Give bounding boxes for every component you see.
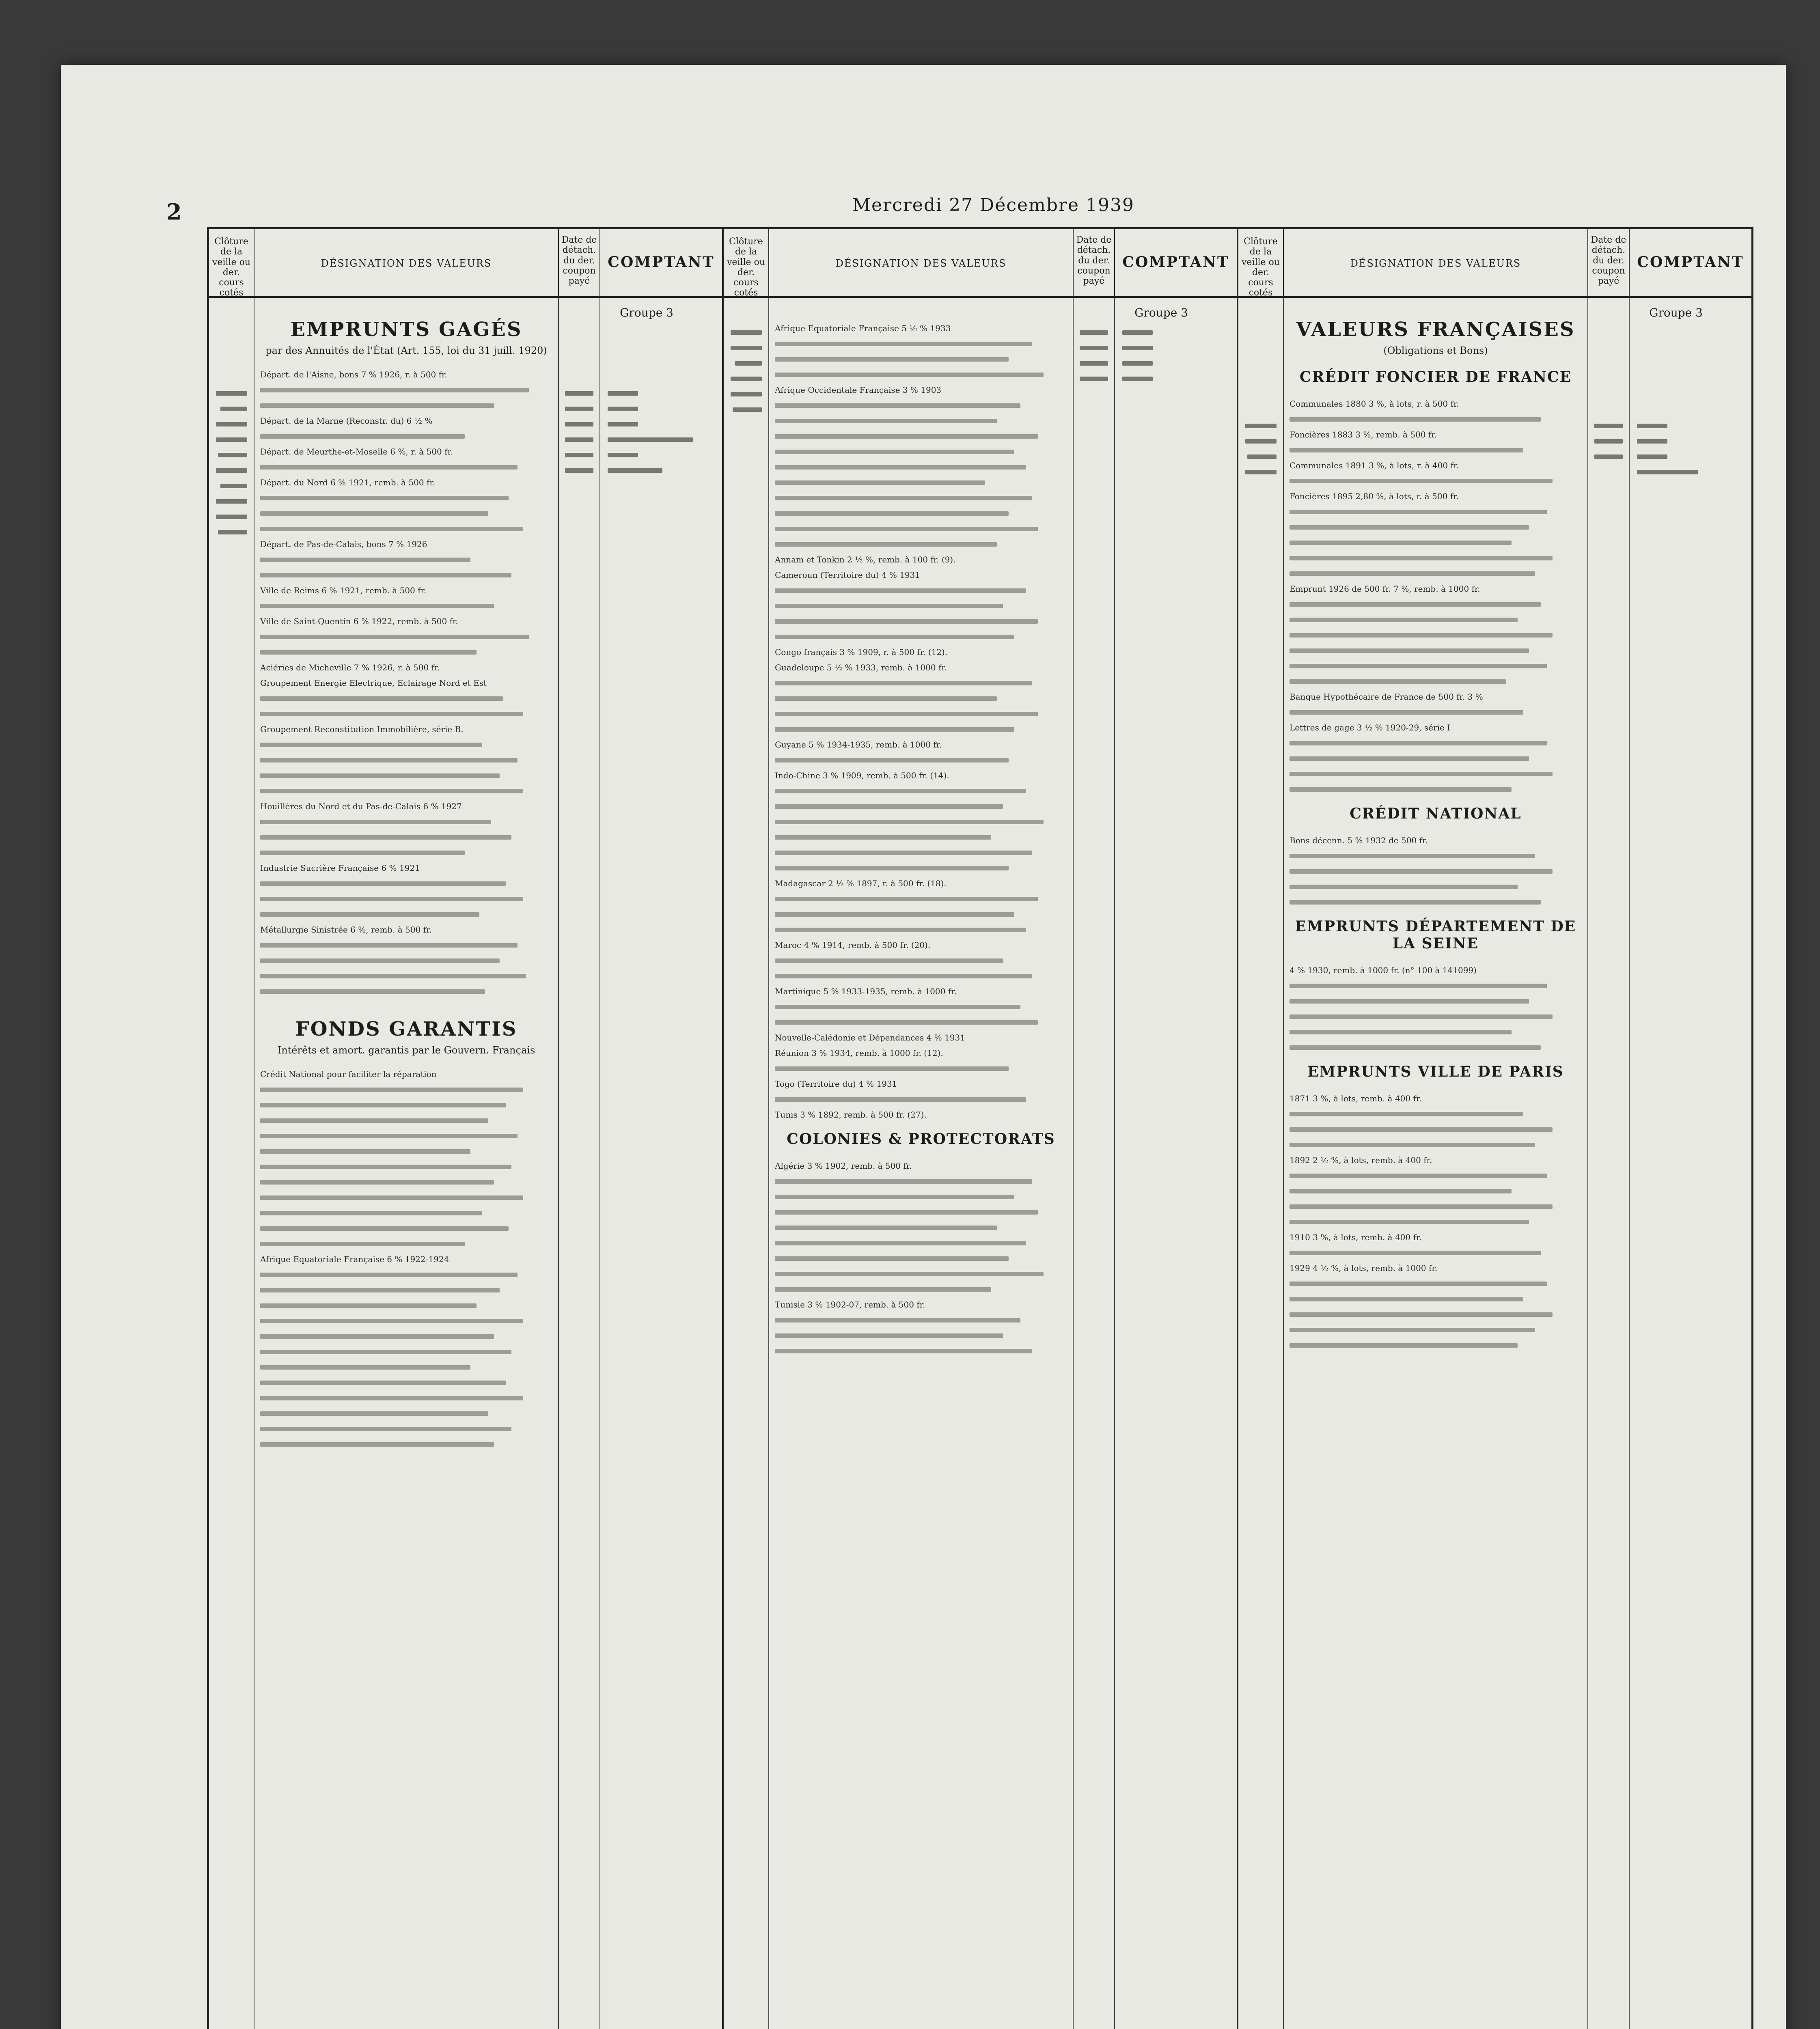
column-header (724, 229, 1237, 298)
column-header (1238, 229, 1751, 298)
date-detach-header: Date de détach. du der. coupon payé (1588, 229, 1630, 296)
date-detach-header: Date de détach. du der. coupon payé (1074, 229, 1115, 296)
comptant-header: COMPTANT (1637, 254, 1744, 271)
list-item: Algérie 3 % 1902, remb. à 500 fr. (775, 1161, 912, 1171)
column-body (724, 298, 1237, 2029)
comptant-cells (1115, 298, 1237, 2029)
comptant-header: COMPTANT (1122, 254, 1229, 271)
list-item: Afrique Equatoriale Française 6 % 1922-1924 (260, 1254, 449, 1264)
list-item: Réunion 3 % 1934, remb. à 1000 fr. (12). (775, 1048, 943, 1058)
cloture-header: Clôture de la veille ou der. cours cotés (1238, 229, 1284, 296)
list-item: Aciéries de Micheville 7 % 1926, r. à 500 fr. (260, 663, 440, 672)
section-title: FONDS GARANTIS (295, 1018, 518, 1040)
list-item: Guyane 5 % 1934-1935, remb. à 1000 fr. (775, 740, 942, 750)
section-subtitle: par des Annuités de l'État (Art. 155, loi du 31 juill. 1920) (265, 345, 547, 356)
designation-cells (769, 298, 1074, 2029)
group-label: Groupe 3 (1134, 306, 1188, 319)
list-item: Crédit National pour faciliter la réparation (260, 1069, 437, 1079)
list-item: Bons décenn. 5 % 1932 de 500 fr. (1290, 836, 1428, 845)
list-item: Martinique 5 % 1933-1935, remb. à 1000 fr. (775, 986, 957, 996)
table-column-1 (209, 229, 724, 2029)
list-item: Nouvelle-Calédonie et Dépendances 4 % 1931 (775, 1033, 965, 1043)
section-title: EMPRUNTS VILLE DE PARIS (1307, 1063, 1564, 1080)
list-item: Maroc 4 % 1914, remb. à 500 fr. (20). (775, 940, 931, 950)
list-item: Métallurgie Sinistrée 6 %, remb. à 500 fr. (260, 925, 432, 935)
list-item: Ville de Reims 6 % 1921, remb. à 500 fr. (260, 586, 427, 595)
column-body (1238, 298, 1751, 2029)
list-item: Congo français 3 % 1909, r. à 500 fr. (12). (775, 647, 948, 657)
list-item: 4 % 1930, remb. à 1000 fr. (n° 100 à 141099) (1290, 965, 1477, 975)
list-item: Foncières 1883 3 %, remb. à 500 fr. (1290, 430, 1437, 439)
comptant-cells (600, 298, 722, 2029)
list-item: Banque Hypothécaire de France de 500 fr. 3 % (1290, 692, 1483, 702)
page-number: 2 (166, 199, 182, 225)
date-line: Mercredi 27 Décembre 1939 (852, 195, 1134, 215)
column-header (209, 229, 722, 298)
section-subtitle: (Obligations et Bons) (1383, 345, 1488, 356)
designation-cells (1284, 298, 1588, 2029)
comptant-header: COMPTANT (608, 254, 715, 271)
list-item: Guadeloupe 5 ½ % 1933, remb. à 1000 fr. (775, 663, 947, 672)
section-title: EMPRUNTS DÉPARTEMENT DE LA SEINE (1295, 918, 1576, 952)
list-item: Départ. du Nord 6 % 1921, remb. à 500 fr. (260, 478, 436, 487)
cloture-cells (724, 298, 769, 2029)
date-cells (1074, 298, 1115, 2029)
designation-cells (254, 298, 559, 2029)
table-column-3 (1238, 229, 1751, 2029)
list-item: Emprunt 1926 de 500 fr. 7 %, remb. à 1000 fr. (1290, 584, 1480, 594)
section-title: COLONIES & PROTECTORATS (787, 1131, 1055, 1148)
list-item: Départ. de Pas-de-Calais, bons 7 % 1926 (260, 539, 427, 549)
list-item: Communales 1880 3 %, à lots, r. à 500 fr. (1290, 399, 1459, 409)
list-item: Lettres de gage 3 ½ % 1920-29, série I (1290, 723, 1451, 732)
list-item: Foncières 1895 2,80 %, à lots, r. à 500 fr. (1290, 491, 1459, 501)
cloture-cells (1238, 298, 1284, 2029)
designation-header: DÉSIGNATION DES VALEURS (1284, 229, 1588, 296)
newspaper-page (61, 65, 1786, 2029)
list-item: Départ. de Meurthe-et-Moselle 6 %, r. à 500 fr. (260, 447, 453, 457)
list-item: Madagascar 2 ½ % 1897, r. à 500 fr. (18). (775, 879, 947, 888)
list-item: Indo-Chine 3 % 1909, remb. à 500 fr. (14). (775, 771, 949, 780)
list-item: Ville de Saint-Quentin 6 % 1922, remb. à 500 fr. (260, 616, 458, 626)
designation-header: DÉSIGNATION DES VALEURS (769, 229, 1074, 296)
quotation-table (207, 227, 1753, 2029)
table-column-2 (724, 229, 1238, 2029)
list-item: Tunisie 3 % 1902-07, remb. à 500 fr. (775, 1300, 925, 1310)
date-cells (1588, 298, 1630, 2029)
section-title: CRÉDIT FONCIER DE FRANCE (1299, 368, 1572, 386)
comptant-cells (1630, 298, 1751, 2029)
designation-header: DÉSIGNATION DES VALEURS (254, 229, 559, 296)
group-label: Groupe 3 (620, 306, 673, 319)
cloture-header: Clôture de la veille ou der. cours cotés (724, 229, 769, 296)
group-label: Groupe 3 (1649, 306, 1703, 319)
section-title: VALEURS FRANÇAISES (1296, 318, 1575, 341)
list-item: Houillères du Nord et du Pas-de-Calais 6 % 1927 (260, 801, 462, 811)
section-title: EMPRUNTS GAGÉS (290, 318, 522, 341)
section-title: CRÉDIT NATIONAL (1350, 805, 1522, 822)
list-item: Togo (Territoire du) 4 % 1931 (775, 1079, 897, 1089)
date-detach-header: Date de détach. du der. coupon payé (559, 229, 600, 296)
column-body (209, 298, 722, 2029)
list-item: 1929 4 ½ %, à lots, remb. à 1000 fr. (1290, 1263, 1438, 1273)
list-item: 1871 3 %, à lots, remb. à 400 fr. (1290, 1094, 1422, 1103)
list-item: 1910 3 %, à lots, remb. à 400 fr. (1290, 1232, 1422, 1242)
list-item: Groupement Energie Electrique, Eclairage Nord et Est (260, 678, 487, 688)
list-item: Annam et Tonkin 2 ½ %, remb. à 100 fr. (9). (775, 555, 956, 564)
list-item: Communales 1891 3 %, à lots, r. à 400 fr. (1290, 461, 1459, 470)
list-item: Groupement Reconstitution Immobilière, série B. (260, 724, 464, 734)
list-item: Cameroun (Territoire du) 4 % 1931 (775, 570, 921, 580)
date-cells (559, 298, 600, 2029)
list-item: Tunis 3 % 1892, remb. à 500 fr. (27). (775, 1110, 927, 1120)
list-item: Afrique Equatoriale Française 5 ½ % 1933 (775, 323, 951, 333)
list-item: Industrie Sucrière Française 6 % 1921 (260, 863, 420, 873)
cloture-cells (209, 298, 254, 2029)
section-subtitle: Intérêts et amort. garantis par le Gouvern. Français (277, 1045, 535, 1056)
list-item: Afrique Occidentale Française 3 % 1903 (775, 385, 942, 395)
cloture-header: Clôture de la veille ou der. cours cotés (209, 229, 254, 296)
list-item: 1892 2 ½ %, à lots, remb. à 400 fr. (1290, 1155, 1432, 1165)
list-item: Départ. de l'Aisne, bons 7 % 1926, r. à 500 fr. (260, 370, 447, 379)
list-item: Départ. de la Marne (Reconstr. du) 6 ½ % (260, 416, 433, 426)
